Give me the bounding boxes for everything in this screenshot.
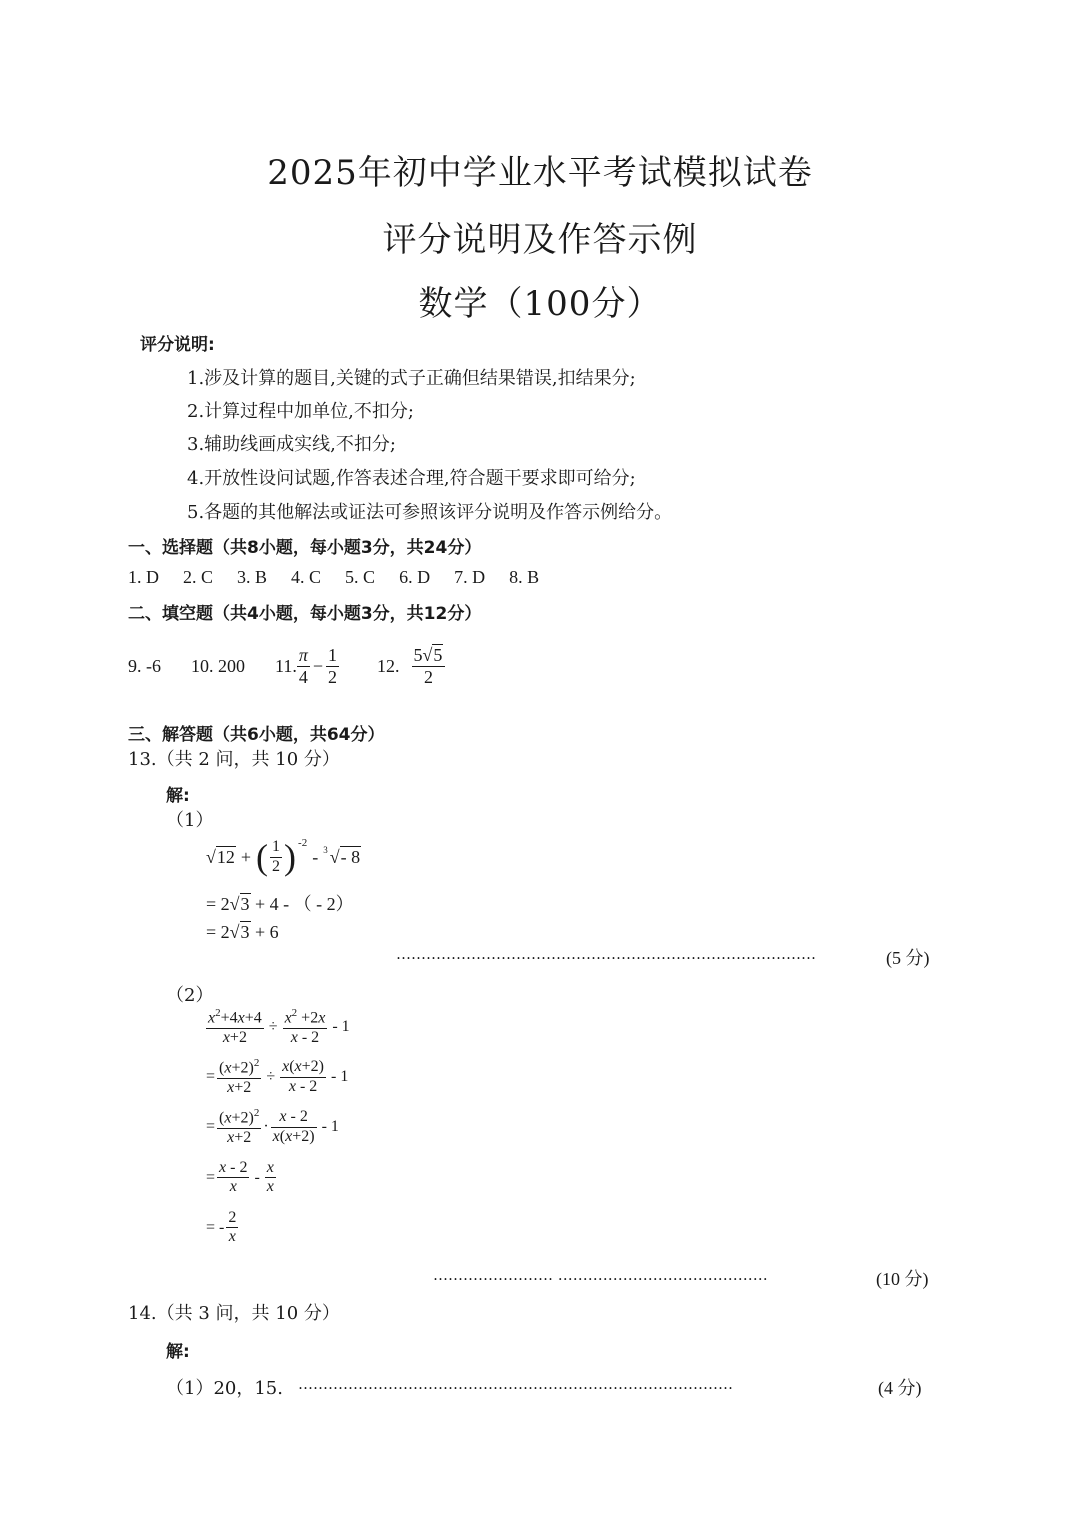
subject-title: 数学（100分） — [418, 284, 662, 324]
math-line-step: = 2√3 + 4 - （ - 2） — [206, 894, 354, 914]
part-2-label: （2） — [166, 985, 214, 1006]
math-line-result: = - $\frac{2}{x}$ — [206, 1209, 237, 1246]
score-leader-dots: ………………………………………………………………………… — [396, 945, 816, 963]
q14-part-1-answer: （1）20，15. — [166, 1378, 283, 1399]
scoring-note-3: 3.辅助线画成实线,不扣分; — [187, 434, 396, 455]
answer-item: 1. D — [128, 567, 159, 587]
exam-subtitle: 评分说明及作答示例 — [382, 220, 698, 260]
math-line-expression: √12 + ( $\frac{1}{2}$ ) $^{-2}$ - $^3$ √- 8 — [206, 837, 361, 877]
math-line-step: = $\frac{(x+2)^2}{x+2}$ · $\frac{x - 2}{x(x+2)}$ - 1 — [206, 1107, 339, 1146]
answer-q10: 10. 200 — [191, 655, 245, 676]
answer-q11-label: 11. — [275, 655, 297, 676]
score-4: (4 分) — [878, 1378, 922, 1398]
fraction-5root5-over-2: $\frac{5√5}{2}$ — [412, 645, 446, 687]
fraction-pi-over-4: $\frac{\pi}{4}$ — [298, 644, 308, 687]
score-leader-dots: …………………… …………………………………… — [433, 1266, 768, 1284]
answer-item: 8. B — [509, 567, 540, 587]
exam-title: 2025年初中学业水平考试模拟试卷 — [267, 153, 813, 193]
section-solution-heading: 三、解答题（共6小题，共64分） — [128, 725, 385, 745]
score-leader-dots: …………………………………………………………………………… — [298, 1375, 733, 1393]
math-line-step: = $\frac{(x+2)^2}{x+2}$ ÷ $\frac{x(x+2)}{x - 2}$ - 1 — [206, 1057, 349, 1096]
score-5: (5 分) — [886, 948, 930, 968]
scoring-note-2: 2.计算过程中加单位,不扣分; — [187, 401, 414, 422]
question-13-label: 13.（共 2 问，共 10 分） — [128, 749, 340, 770]
answer-item: 4. C — [291, 567, 322, 587]
math-line-expression: $\frac{x^2+4x+4}{x+2}$ ÷ $\frac{x^2 +2x}{x - 2}$ - 1 — [208, 1007, 350, 1046]
math-line-result: = 2√3 + 6 — [206, 922, 279, 942]
answer-item: 2. C — [183, 567, 214, 587]
answer-item: 7. D — [454, 567, 486, 587]
answer-q12-label: 12. — [377, 655, 400, 676]
scoring-note-4: 4.开放性设问试题,作答表述合理,符合题干要求即可给分; — [187, 468, 636, 489]
score-10: (10 分) — [876, 1269, 929, 1289]
multiple-choice-answers — [128, 567, 539, 588]
question-14-label: 14.（共 3 问，共 10 分） — [128, 1303, 340, 1324]
scoring-note-5: 5.各题的其他解法或证法可参照该评分说明及作答示例给分。 — [187, 502, 673, 523]
part-1-label: （1） — [166, 810, 214, 831]
solve-label: 解: — [166, 1342, 190, 1362]
section-fill-blank-heading: 二、填空题（共4小题，每小题3分，共12分） — [128, 604, 482, 624]
scoring-notes-heading: 评分说明: — [140, 335, 215, 355]
section-multiple-choice-heading: 一、选择题（共8小题，每小题3分，共24分） — [128, 538, 482, 558]
scoring-note-1: 1.涉及计算的题目,关键的式子正确但结果错误,扣结果分; — [187, 368, 636, 389]
solve-label: 解: — [166, 786, 190, 806]
fill-blank-answers: 9. -6 10. 200 11. $\frac{\pi}{4}$ − $\frac{1}{2}$ 12. $\frac{5√5}{2}$ — [128, 640, 445, 692]
answer-item: 6. D — [399, 567, 431, 587]
answer-q9: 9. -6 — [128, 655, 161, 676]
answer-item: 3. B — [237, 567, 268, 587]
math-line-step: = $\frac{x - 2}{x}$ - $\frac{x}{x}$ — [206, 1159, 274, 1196]
answer-item: 5. C — [345, 567, 376, 587]
fraction-one-half: $\frac{1}{2}$ — [328, 644, 338, 687]
